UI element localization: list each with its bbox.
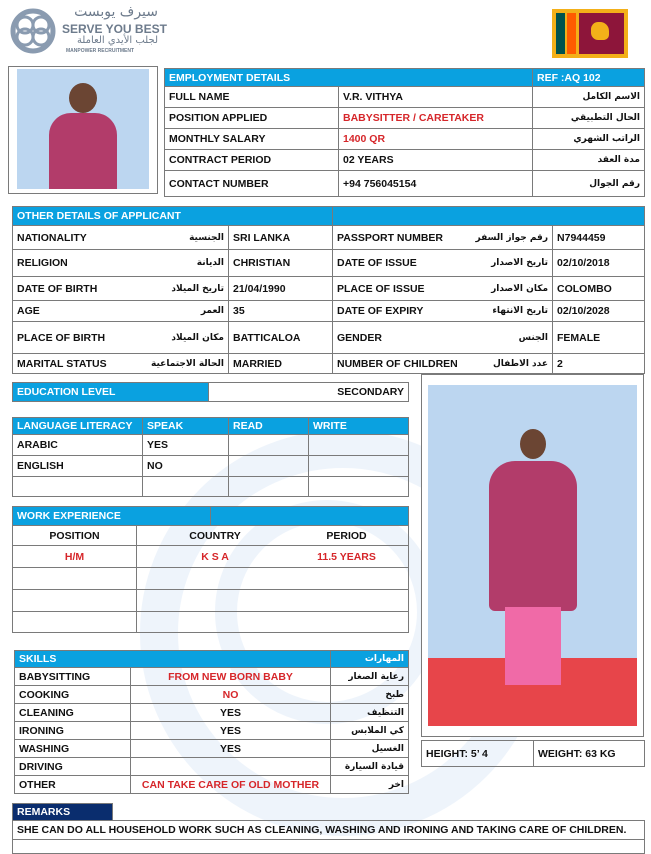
write-header: WRITE bbox=[309, 418, 409, 435]
language-name: ENGLISH bbox=[13, 456, 143, 477]
skill-value: YES bbox=[131, 740, 331, 758]
work-position bbox=[13, 612, 137, 633]
education-level-value: SECONDARY bbox=[209, 383, 409, 402]
work-country-period bbox=[137, 568, 409, 590]
measurements-table bbox=[421, 740, 645, 767]
full-name-arabic: الاسم الكامل bbox=[533, 87, 645, 108]
brand-english-name: SERVE YOU BEST bbox=[62, 22, 167, 36]
speak-header: SPEAK bbox=[143, 418, 229, 435]
skill-value: CAN TAKE CARE OF OLD MOTHER bbox=[131, 776, 331, 794]
work-experience-header: WORK EXPERIENCE bbox=[13, 507, 211, 526]
remarks-text: SHE CAN DO ALL HOUSEHOLD WORK SUCH AS CLEANING, WASHING AND IRONING AND TAKING CARE OF CHILDREN. bbox=[13, 821, 645, 840]
employment-details-table bbox=[164, 68, 645, 197]
other-details-table bbox=[12, 206, 645, 374]
language-read bbox=[229, 435, 309, 456]
lion-icon bbox=[591, 22, 609, 40]
person-figure bbox=[520, 429, 546, 459]
skill-label: IRONING bbox=[15, 722, 131, 740]
place-of-birth-value: BATTICALOA bbox=[229, 322, 333, 354]
language-literacy-table bbox=[12, 417, 409, 497]
contact-number-label: CONTACT NUMBER bbox=[165, 171, 339, 197]
remarks-header: REMARKS bbox=[13, 804, 113, 821]
sri-lanka-flag bbox=[552, 9, 628, 58]
religion-label: RELIGION الديانة bbox=[13, 250, 229, 277]
gender-label: GENDER الجنس bbox=[333, 322, 553, 354]
contact-number-value: +94 756045154 bbox=[339, 171, 533, 197]
monthly-salary-value: 1400 QR bbox=[339, 129, 533, 150]
brand-tagline: MANPOWER RECRUITMENT bbox=[66, 48, 135, 54]
skill-arabic: التنظيف bbox=[331, 704, 409, 722]
full-name-label: FULL NAME bbox=[165, 87, 339, 108]
nationality-label: NATIONALITY الجنسية bbox=[13, 226, 229, 250]
position-header: POSITION bbox=[13, 526, 137, 546]
weight-value: WEIGHT: 63 KG bbox=[534, 741, 645, 767]
person-figure bbox=[69, 83, 97, 113]
country-period-header: COUNTRY PERIOD bbox=[137, 526, 409, 546]
date-of-birth-value: 21/04/1990 bbox=[229, 277, 333, 301]
language-speak: YES bbox=[143, 435, 229, 456]
skill-arabic: طبخ bbox=[331, 686, 409, 704]
applicant-photo-full bbox=[421, 374, 644, 737]
marital-status-label: MARITAL STATUS الحالة الاجتماعية bbox=[13, 354, 229, 374]
skill-label: OTHER bbox=[15, 776, 131, 794]
date-of-birth-label: DATE OF BIRTH تاريخ الميلاد bbox=[13, 277, 229, 301]
language-write bbox=[309, 477, 409, 497]
age-value: 35 bbox=[229, 301, 333, 322]
place-of-birth-label: PLACE OF BIRTH مكان الميلاد bbox=[13, 322, 229, 354]
skills-header: SKILLS bbox=[15, 651, 331, 668]
contact-number-arabic: رقم الجوال bbox=[533, 171, 645, 197]
brand-arabic-name: سيرف يوبست bbox=[74, 4, 158, 20]
language-literacy-header: LANGUAGE LITERACY bbox=[13, 418, 143, 435]
skill-label: WASHING bbox=[15, 740, 131, 758]
religion-value: CHRISTIAN bbox=[229, 250, 333, 277]
language-speak: NO bbox=[143, 456, 229, 477]
skill-arabic: رعاية الصغار bbox=[331, 668, 409, 686]
employment-details-header: EMPLOYMENT DETAILS bbox=[165, 69, 533, 87]
language-name bbox=[13, 477, 143, 497]
full-name-value: V.R. VITHYA bbox=[339, 87, 533, 108]
work-country-period: K S A 11.5 YEARS bbox=[137, 546, 409, 568]
number-of-children-label: NUMBER OF CHILDREN عدد الاطفال bbox=[333, 354, 553, 374]
work-position: H/M bbox=[13, 546, 137, 568]
language-read bbox=[229, 456, 309, 477]
number-of-children-value: 2 bbox=[553, 354, 645, 374]
skill-arabic: كي الملابس bbox=[331, 722, 409, 740]
applicant-photo-small bbox=[8, 66, 158, 194]
contract-period-label: CONTRACT PERIOD bbox=[165, 150, 339, 171]
marital-status-value: MARRIED bbox=[229, 354, 333, 374]
place-of-issue-label: PLACE OF ISSUE مكان الاصدار bbox=[333, 277, 553, 301]
language-write bbox=[309, 456, 409, 477]
brand-arabic-tagline: لجلب الأيدي العاملة bbox=[76, 35, 158, 46]
language-read bbox=[229, 477, 309, 497]
work-experience-table bbox=[12, 506, 409, 633]
date-of-expiry-label: DATE OF EXPIRY تاريخ الانتهاء bbox=[333, 301, 553, 322]
read-header: READ bbox=[229, 418, 309, 435]
date-of-issue-value: 02/10/2018 bbox=[553, 250, 645, 277]
nationality-value: SRI LANKA bbox=[229, 226, 333, 250]
education-level-header: EDUCATION LEVEL bbox=[13, 383, 209, 402]
reference-number: REF :AQ 102 bbox=[533, 69, 645, 87]
skill-value: YES bbox=[131, 722, 331, 740]
monthly-salary-label: MONTHLY SALARY bbox=[165, 129, 339, 150]
contract-period-value: 02 YEARS bbox=[339, 150, 533, 171]
skill-value: YES bbox=[131, 704, 331, 722]
skill-value bbox=[131, 758, 331, 776]
skills-table bbox=[14, 650, 409, 794]
knot-icon bbox=[10, 8, 56, 54]
date-of-issue-label: DATE OF ISSUE تاريخ الاصدار bbox=[333, 250, 553, 277]
skill-arabic: الغسيل bbox=[331, 740, 409, 758]
language-write bbox=[309, 435, 409, 456]
language-name: ARABIC bbox=[13, 435, 143, 456]
work-country-period bbox=[137, 612, 409, 633]
skill-label: BABYSITTING bbox=[15, 668, 131, 686]
language-speak bbox=[143, 477, 229, 497]
skill-label: DRIVING bbox=[15, 758, 131, 776]
skill-value: NO bbox=[131, 686, 331, 704]
passport-number-value: N7944459 bbox=[553, 226, 645, 250]
skill-label: COOKING bbox=[15, 686, 131, 704]
height-value: HEIGHT: 5’ 4 bbox=[422, 741, 534, 767]
remarks-table bbox=[12, 803, 645, 854]
work-position bbox=[13, 568, 137, 590]
education-level-table bbox=[12, 382, 409, 402]
gender-value: FEMALE bbox=[553, 322, 645, 354]
skill-value: FROM NEW BORN BABY bbox=[131, 668, 331, 686]
monthly-salary-arabic: الراتب الشهري bbox=[533, 129, 645, 150]
position-applied-value: BABYSITTER / CARETAKER bbox=[339, 108, 533, 129]
date-of-expiry-value: 02/10/2028 bbox=[553, 301, 645, 322]
position-applied-arabic: الحال التطبيقي bbox=[533, 108, 645, 129]
place-of-issue-value: COLOMBO bbox=[553, 277, 645, 301]
skill-arabic: قيادة السيارة bbox=[331, 758, 409, 776]
work-position bbox=[13, 590, 137, 612]
passport-number-label: PASSPORT NUMBER رقم جواز السفر bbox=[333, 226, 553, 250]
work-country-period bbox=[137, 590, 409, 612]
other-details-header: OTHER DETAILS OF APPLICANT bbox=[13, 207, 333, 226]
skill-label: CLEANING bbox=[15, 704, 131, 722]
skill-arabic: اخر bbox=[331, 776, 409, 794]
position-applied-label: POSITION APPLIED bbox=[165, 108, 339, 129]
age-label: AGE العمر bbox=[13, 301, 229, 322]
contract-period-arabic: مدة العقد bbox=[533, 150, 645, 171]
brand-logo bbox=[10, 4, 170, 58]
skills-header-arabic: المهارات bbox=[331, 651, 409, 668]
